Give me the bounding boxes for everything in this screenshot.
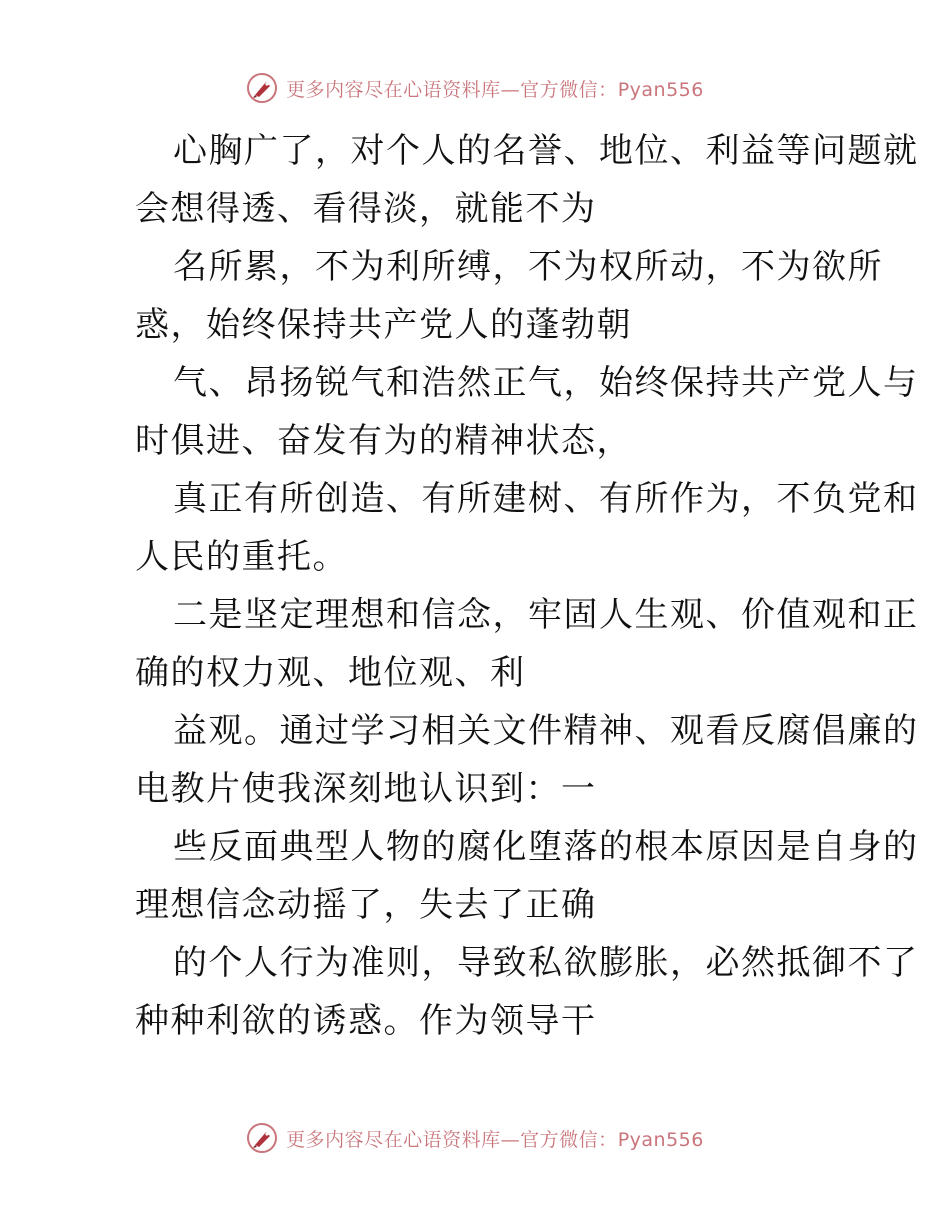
watermark-text <box>286 75 704 102</box>
body-line: 二是坚定理想和信念，牢固人生观、价值观和正 <box>173 595 919 635</box>
watermark-id: Pyan556 <box>617 78 704 101</box>
watermark-dash: — <box>500 78 521 101</box>
pen-nib-logo-icon <box>246 1122 278 1154</box>
header-watermark <box>0 72 950 104</box>
body-line: 益观。通过学习相关文件精神、观看反腐倡廉的 <box>173 711 919 751</box>
watermark-channel: 官方微信： <box>520 78 618 101</box>
body-line: 气、昂扬锐气和浩然正气，始终保持共产党人与 <box>173 363 919 403</box>
body-line: 真正有所创造、有所建树、有所作为，不负党和 <box>173 479 919 519</box>
body-line: 名所累，不为利所缚，不为权所动，不为欲所 <box>173 247 883 287</box>
watermark-id: Pyan556 <box>617 1128 704 1151</box>
body-line: 时俱进、奋发有为的精神状态， <box>135 421 632 461</box>
body-line: 电教片使我深刻地认识到：一 <box>135 769 597 809</box>
pen-nib-logo-icon <box>246 72 278 104</box>
body-line: 种种利欲的诱惑。作为领导干 <box>135 1001 597 1041</box>
body-line: 惑，始终保持共产党人的蓬勃朝 <box>135 305 632 345</box>
body-line: 的个人行为准则，导致私欲膨胀，必然抵御不了 <box>173 943 919 983</box>
body-line: 确的权力观、地位观、利 <box>135 653 526 693</box>
footer-watermark <box>0 1122 950 1154</box>
body-line: 心胸广了，对个人的名誉、地位、利益等问题就 <box>173 131 919 171</box>
watermark-main: 更多内容尽在心语资料库 <box>286 1128 501 1151</box>
watermark-text <box>286 1125 704 1152</box>
body-line: 理想信念动摇了，失去了正确 <box>135 885 597 925</box>
watermark-dash: — <box>500 1128 521 1151</box>
watermark-channel: 官方微信： <box>520 1128 618 1151</box>
watermark-main: 更多内容尽在心语资料库 <box>286 78 501 101</box>
body-line: 人民的重托。 <box>135 537 348 577</box>
body-line: 会想得透、看得淡，就能不为 <box>135 189 597 229</box>
body-text-block <box>97 122 919 1050</box>
document-body <box>97 122 919 1050</box>
body-line: 些反面典型人物的腐化堕落的根本原因是自身的 <box>173 827 919 867</box>
